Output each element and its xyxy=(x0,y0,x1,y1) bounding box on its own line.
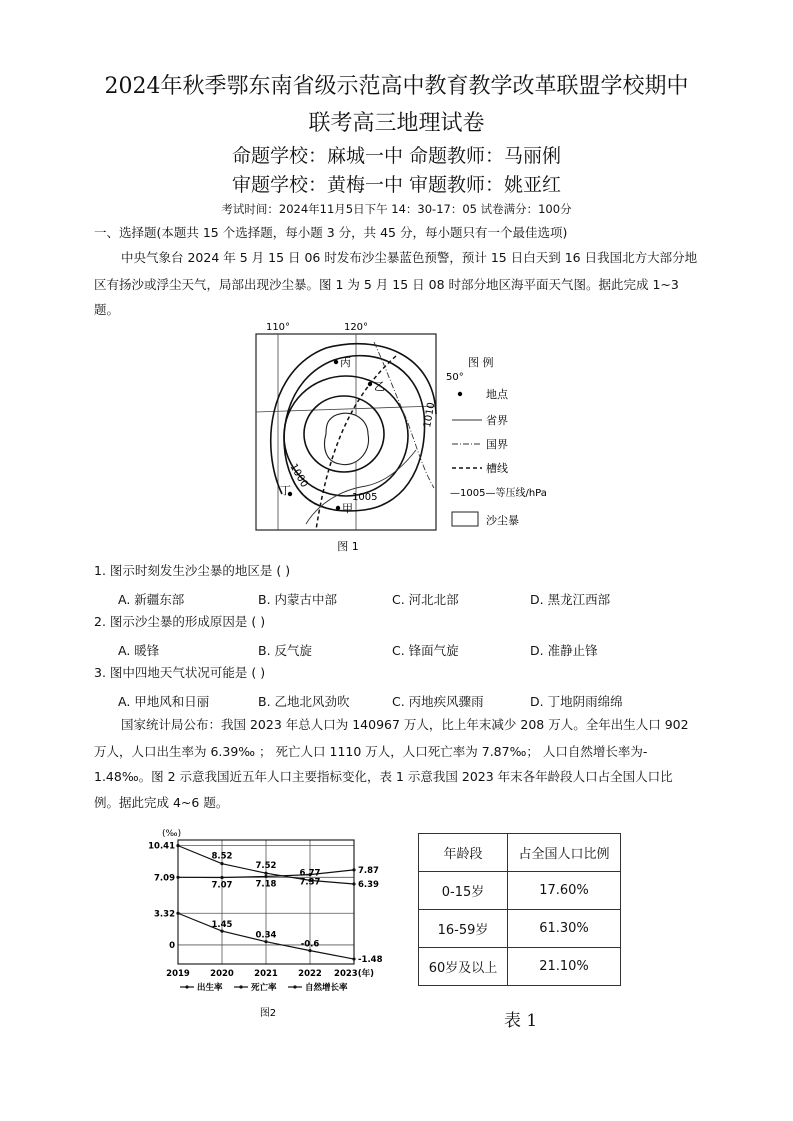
q2-option-c: C. 锋面气旋 xyxy=(392,643,459,658)
chart-point xyxy=(220,876,223,879)
lon-110-label: 110° xyxy=(265,322,291,333)
age-table xyxy=(418,833,621,986)
figure-2 xyxy=(140,826,400,1026)
q1-option-b: B. 内蒙古中部 xyxy=(258,592,338,607)
chart-y-tick-label: 3.32 xyxy=(154,909,175,920)
intro2-line4: 例。据此完成 4~6 题。 xyxy=(94,795,229,810)
chart-x-tick-label: 2021 xyxy=(254,969,278,979)
lat-50-label: 50° xyxy=(446,372,464,383)
iso-1010-label: 1010 xyxy=(422,401,438,429)
intro1-line3: 题。 xyxy=(94,302,120,317)
chart-data-label: 7.07 xyxy=(211,880,233,891)
chart-legend xyxy=(180,982,348,993)
table-1-caption: 表 1 xyxy=(504,1011,538,1031)
question-1-stem: 1. 图示时刻发生沙尘暴的地区是 ( ) xyxy=(94,563,291,578)
chart-point xyxy=(264,872,267,875)
chart-point xyxy=(220,862,223,865)
chart-legend-label: 自然增长率 xyxy=(305,983,348,993)
legend-province: 省界 xyxy=(486,414,508,427)
table-header-ratio: 占全国人口比例 xyxy=(508,834,621,872)
point-ding-label: 丁 xyxy=(280,484,291,497)
q3-option-d: D. 丁地阴雨绵绵 xyxy=(530,694,623,709)
legend-country: 国界 xyxy=(486,438,508,451)
table-cell-age: 16-59岁 xyxy=(419,910,508,948)
section-heading: 一、选择题(本题共 15 个选择题，每小题 3 分，共 45 分，每小题只有一个最佳选项) xyxy=(94,225,568,240)
iso-1005-label: 1005 xyxy=(352,492,378,503)
point-jia-label: 甲 xyxy=(342,502,353,515)
legend-trough: 槽线 xyxy=(486,462,508,475)
chart-data-label: -0.6 xyxy=(300,939,320,950)
parallel-50 xyxy=(256,406,436,412)
chart-x-tick-label: 2019 xyxy=(166,969,190,979)
exam-info: 考试时间：2024年11月5日下午 14：30-17：05 试卷满分：100分 xyxy=(221,202,572,216)
legend-dust: 沙尘暴 xyxy=(486,514,519,527)
table-cell-ratio: 21.10% xyxy=(508,948,621,986)
chart-x-tick-label: 2020 xyxy=(210,969,234,979)
chart-data-label: 7.37 xyxy=(299,877,321,888)
chart-legend-marker xyxy=(239,985,242,988)
legend-point-dot xyxy=(458,392,462,396)
question-3-stem: 3. 图中四地天气状况可能是 ( ) xyxy=(94,665,266,680)
chart-data-label: 7.52 xyxy=(255,861,277,872)
chart-caption: 图2 xyxy=(259,1008,277,1019)
table-1-wrapper xyxy=(418,833,621,986)
chart-data-label: 7.87 xyxy=(358,865,379,876)
intro2-line3: 1.48‰。图 2 示意我国近五年人口主要指标变化，表 1 示意我国 2023 年末各年龄段人口占全国人口比 xyxy=(94,769,673,784)
figure-1-caption: 图 1 xyxy=(337,540,359,553)
chart-legend-marker xyxy=(293,985,296,988)
table-row xyxy=(419,872,621,910)
chart-legend-marker xyxy=(185,985,188,988)
chart-data-label: 7.18 xyxy=(255,879,277,890)
legend-title: 图 例 xyxy=(468,356,494,369)
author-line2: 审题学校：黄梅一中 审题教师：姚亚红 xyxy=(231,174,562,196)
legend-isobar: —1005—等压线/hPa xyxy=(450,488,547,499)
table-cell-ratio: 61.30% xyxy=(508,910,621,948)
dust-storm-area xyxy=(325,413,369,464)
chart-gridlines xyxy=(178,840,354,964)
intro1-line1: 中央气象台 2024 年 5 月 15 日 06 时发布沙尘暴蓝色预警，预计 15 日白天到 16 日我国北方大部分地 xyxy=(121,250,698,265)
q1-option-a: A. 新疆东部 xyxy=(118,592,185,607)
q3-option-a: A. 甲地风和日丽 xyxy=(118,694,210,709)
question-2-stem: 2. 图示沙尘暴的形成原因是 ( ) xyxy=(94,614,266,629)
population-chart xyxy=(140,826,400,1026)
table-cell-age: 0-15岁 xyxy=(419,872,508,910)
point-bing-dot xyxy=(334,360,338,364)
figure-1 xyxy=(246,318,566,558)
chart-y-tick-label: 0 xyxy=(169,940,175,951)
table-row xyxy=(419,948,621,986)
weather-map xyxy=(246,318,566,558)
table-cell-age: 60岁及以上 xyxy=(419,948,508,986)
chart-x-tick-label: 2023(年) xyxy=(334,969,374,979)
q3-option-b: B. 乙地北风劲吹 xyxy=(258,694,350,709)
table-cell-ratio: 17.60% xyxy=(508,872,621,910)
chart-data-label: 6.39 xyxy=(358,879,379,890)
intro2-line2: 万人，人口出生率为 6.39‰ ； 死亡人口 1110 万人，人口死亡率为 7.87‰； 人口自然增长率为- xyxy=(94,744,648,759)
lon-120-label: 120° xyxy=(343,322,369,333)
q3-option-c: C. 丙地疾风骤雨 xyxy=(392,694,484,709)
q2-option-d: D. 准静止锋 xyxy=(530,643,598,658)
chart-data-label: -1.48 xyxy=(358,955,383,966)
chart-y-tick-label: 10.41 xyxy=(148,841,175,852)
table-header-age: 年龄段 xyxy=(419,834,508,872)
author-line1: 命题学校：麻城一中 命题教师：马丽俐 xyxy=(231,145,562,167)
chart-y-tick-label: 7.09 xyxy=(154,873,175,884)
chart-ylabel: (‰) xyxy=(162,829,182,839)
point-yi-dot xyxy=(368,382,372,386)
table-row xyxy=(419,910,621,948)
paper-title-line1: 2024年秋季鄂东南省级示范高中教育教学改革联盟学校期中 xyxy=(104,74,689,99)
chart-x-tick-label: 2022 xyxy=(298,969,322,979)
chart-legend-label: 出生率 xyxy=(197,983,223,993)
paper-title-line2: 联考高三地理试卷 xyxy=(308,111,485,136)
chart-legend-label: 死亡率 xyxy=(251,983,277,993)
q2-option-a: A. 暖锋 xyxy=(118,643,160,658)
chart-data-label: 1.45 xyxy=(211,920,233,931)
q2-option-b: B. 反气旋 xyxy=(258,643,313,658)
province-border xyxy=(306,450,416,524)
legend-dust-box xyxy=(452,512,478,526)
legend-point: 地点 xyxy=(486,388,508,401)
chart-data-label: 6.77 xyxy=(299,868,321,879)
table-header-row xyxy=(419,834,621,872)
q1-option-d: D. 黑龙江西部 xyxy=(530,592,611,607)
intro1-line2: 区有扬沙或浮尘天气，局部出现沙尘暴。图 1 为 5 月 15 日 08 时部分地区海平面天气图。据此完成 1~3 xyxy=(94,277,679,292)
point-jia-dot xyxy=(336,506,340,510)
iso-1000-label: 1000 xyxy=(287,462,310,490)
intro2-line1: 国家统计局公布：我国 2023 年总人口为 140967 万人，比上年末减少 208 万人。全年出生人口 902 xyxy=(121,717,689,732)
q1-option-c: C. 河北北部 xyxy=(392,592,459,607)
point-bing-label: 丙 xyxy=(340,356,351,369)
chart-point xyxy=(264,875,267,878)
chart-data-label: 8.52 xyxy=(211,851,233,862)
point-yi-label: 乙 xyxy=(374,380,385,393)
chart-data-label: 0.34 xyxy=(255,930,277,941)
